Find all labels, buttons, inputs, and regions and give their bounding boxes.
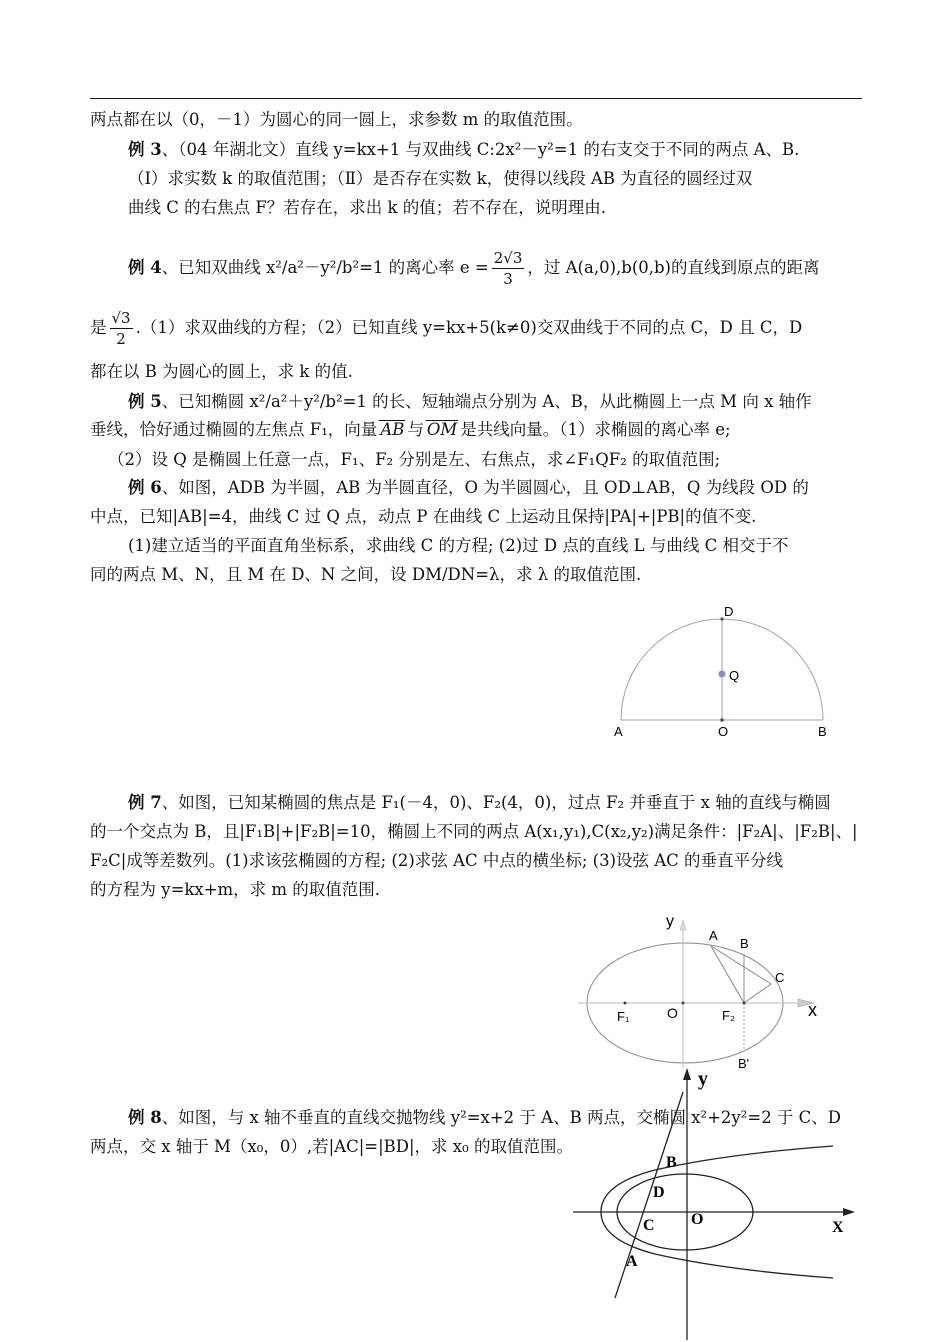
label-y: y <box>666 913 674 930</box>
point-f1 <box>624 1002 627 1005</box>
example-3-line-2: （Ⅰ）求实数 k 的取值范围；（Ⅱ）是否存在实数 k，使得以线段 AB 为直径的圆经过双 <box>128 169 753 188</box>
vector-om: OM <box>426 420 458 439</box>
segment-f2a <box>711 946 744 1003</box>
label-b: B <box>740 936 749 951</box>
label-o: O <box>718 724 729 739</box>
example-8-label: 例 8 <box>128 1108 162 1127</box>
x-axis-arrow-icon <box>843 1208 855 1216</box>
label-c: C <box>643 1217 655 1234</box>
example-5-line-3: （2）设 Q 是椭圆上任意一点，F₁、F₂ 分别是左、右焦点，求∠F₁QF₂ 的取值范围; <box>108 450 721 469</box>
example-6-line-2: 中点，已知|AB|=4，曲线 C 过 Q 点，动点 P 在曲线 C 上运动且保持|PA|+|PB|的值不变. <box>90 507 757 526</box>
example-6-label: 例 6 <box>128 478 162 497</box>
label-d: D <box>653 1184 665 1201</box>
label-a: A <box>626 1253 638 1270</box>
chord-ac <box>711 946 771 984</box>
example-7-label: 例 7 <box>128 793 162 812</box>
example-6-line-1: 例 6、如图，ADB 为半圆，AB 为半圆直径，O 为半圆圆心，且 OD⊥AB，Q 为线段 OD 的 <box>128 478 809 497</box>
example-3-line-1: 例 3、（04 年湖北文）直线 y=kx+1 与双曲线 C:2x²－y²=1 的右支交于不同的两点 A、B. <box>128 140 800 159</box>
label-b: B <box>818 724 827 739</box>
example-7-line-3: F₂C|成等差数列。(1)求该弦椭圆的方程; (2)求弦 AC 中点的横坐标; (3)设弦 AC 的垂直平分线 <box>90 851 784 870</box>
example-4-label: 例 4 <box>128 258 162 277</box>
example-7-line-2: 的一个交点为 B，且|F₁B|+|F₂B|=10，椭圆上不同的两点 A(x₁,y₁),C(x₂,y₂)满足条件：|F₂A|、|F₂B|、| <box>90 822 858 841</box>
label-o: O <box>667 1005 678 1021</box>
example-7-line-4: 的方程为 y=kx+m，求 m 的取值范围. <box>90 880 381 899</box>
label-f1: F₁ <box>617 1009 630 1024</box>
example-4-line-3: 都在以 B 为圆心的圆上，求 k 的值. <box>90 362 353 381</box>
label-q: Q <box>729 668 740 683</box>
example-5-line-1: 例 5、已知椭圆 x²/a²＋y²/b²=1 的长、短轴端点分别为 A、B，从此椭圆上一点 M 向 x 轴作 <box>128 392 812 411</box>
label-d: D <box>724 604 734 619</box>
label-x: X <box>832 1219 844 1236</box>
label-x: x <box>808 1000 817 1020</box>
segment-f2c <box>744 984 771 1003</box>
point-q <box>719 671 726 678</box>
point-o <box>720 718 724 722</box>
label-b-prime: B' <box>738 1056 750 1071</box>
example-3-label: 例 3 <box>128 140 162 159</box>
header-rule <box>90 98 862 99</box>
example-6-line-3: (1)建立适当的平面直角坐标系，求曲线 C 的方程; (2)过 D 点的直线 L 与曲线 C 相交于不 <box>128 536 789 555</box>
example-3-line-3: 曲线 C 的右焦点 F？若存在，求出 k 的值；若不存在，说明理由. <box>128 198 607 217</box>
y-axis-arrow-icon <box>680 920 686 930</box>
semicircle-figure <box>600 598 840 748</box>
eccentricity-fraction: $\frac{2√3}{3}$ <box>493 249 523 288</box>
example-4-line-2: 是 $\frac{√3}{2}$ .（1）求双曲线的方程；（2）已知直线 y=kx+5(k≠0)交双曲线于不同的点 C，D 且 C，D <box>90 309 803 348</box>
top-line: 两点都在以（0，－1）为圆心的同一圆上，求参数 m 的取值范围。 <box>90 110 583 129</box>
example-5-line-2: 垂线，恰好通过椭圆的左焦点 F₁，向量 AB 与 OM 是共线向量。（1）求椭圆的离心率 e; <box>90 420 731 439</box>
example-6-line-4: 同的两点 M、N，且 M 在 D、N 之间，设 DM/DN=λ，求 λ 的取值范围. <box>90 565 642 584</box>
point-o <box>682 1002 685 1005</box>
label-o: O <box>691 1211 704 1228</box>
label-y: y <box>698 1068 708 1090</box>
example-8-line-1: 例 8、如图，与 x 轴不垂直的直线交抛物线 y²=x+2 于 A、B 两点，交椭圆 x²+2y²=2 于 C、D <box>128 1108 842 1127</box>
y-axis-arrow-icon <box>683 1068 691 1080</box>
label-f2: F₂ <box>722 1008 735 1023</box>
ellipse-figure <box>570 908 840 1073</box>
example-5-label: 例 5 <box>128 392 162 411</box>
example-4-line-1: 例 4、已知双曲线 x²/a²－y²/b²=1 的离心率 e = $\frac{2√3}{3}$ ，过 A(a,0),b(0,b)的直线到原点的距离 <box>128 249 820 288</box>
label-b: B <box>666 1154 677 1171</box>
label-a: A <box>614 724 623 739</box>
label-c: C <box>775 970 785 985</box>
vector-ab: AB <box>380 420 405 439</box>
point-f2 <box>743 1002 746 1005</box>
label-a: A <box>709 928 718 943</box>
parabola-ellipse-figure <box>565 1062 860 1342</box>
example-8-line-2: 两点，交 x 轴于 M（x₀，0）,若|AC|=|BD|，求 x₀ 的取值范围。 <box>90 1137 573 1156</box>
example-7-line-1: 例 7、如图，已知某椭圆的焦点是 F₁(－4，0)、F₂(4，0)，过点 F₂ 并垂直于 x 轴的直线与椭圆 <box>128 793 831 812</box>
distance-fraction: $\frac{√3}{2}$ <box>111 309 131 348</box>
